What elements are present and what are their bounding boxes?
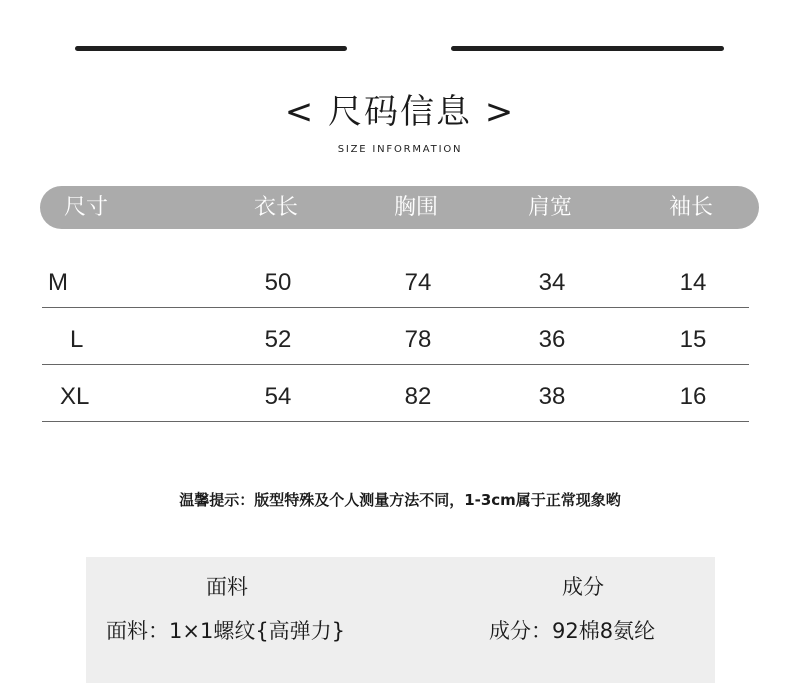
length-cell: 52 <box>264 326 292 353</box>
size-cell: L <box>70 326 84 353</box>
composition-value: 成分：92棉8氨纶 <box>489 619 656 643</box>
page-subtitle: SIZE INFORMATION <box>337 144 463 155</box>
decorative-rule-right <box>451 46 724 51</box>
decorative-rule-left <box>75 46 347 51</box>
page-title: < 尺码信息 > <box>284 92 516 132</box>
shoulder-cell: 34 <box>538 269 566 296</box>
size-table-header <box>40 186 759 229</box>
fabric-heading: 面料 <box>206 575 248 599</box>
shoulder-cell: 36 <box>538 326 566 353</box>
length-cell: 50 <box>264 269 292 296</box>
size-cell: M <box>48 269 68 296</box>
sizing-tip: 温馨提示：版型特殊及个人测量方法不同，1-3cm属于正常现象哟 <box>179 491 621 509</box>
sleeve-cell: 15 <box>679 326 707 353</box>
table-row <box>42 258 749 308</box>
size-cell: XL <box>60 383 90 410</box>
row-divider <box>42 421 749 422</box>
chest-cell: 74 <box>404 269 432 296</box>
length-cell: 54 <box>264 383 292 410</box>
material-panel <box>86 557 715 683</box>
table-row <box>42 372 749 422</box>
header-chest: 胸围 <box>393 195 438 220</box>
sleeve-cell: 14 <box>679 269 707 296</box>
row-divider <box>42 307 749 308</box>
sleeve-cell: 16 <box>679 383 707 410</box>
row-divider <box>42 364 749 365</box>
table-row <box>42 315 749 365</box>
chest-cell: 82 <box>404 383 432 410</box>
chest-cell: 78 <box>404 326 432 353</box>
composition-heading: 成分 <box>562 575 604 599</box>
header-shoulder: 肩宽 <box>527 195 572 220</box>
header-length: 衣长 <box>253 195 298 220</box>
header-sleeve: 袖长 <box>668 195 713 220</box>
fabric-value: 面料：1×1螺纹{高弹力} <box>106 619 346 643</box>
header-size: 尺寸 <box>64 195 109 220</box>
shoulder-cell: 38 <box>538 383 566 410</box>
